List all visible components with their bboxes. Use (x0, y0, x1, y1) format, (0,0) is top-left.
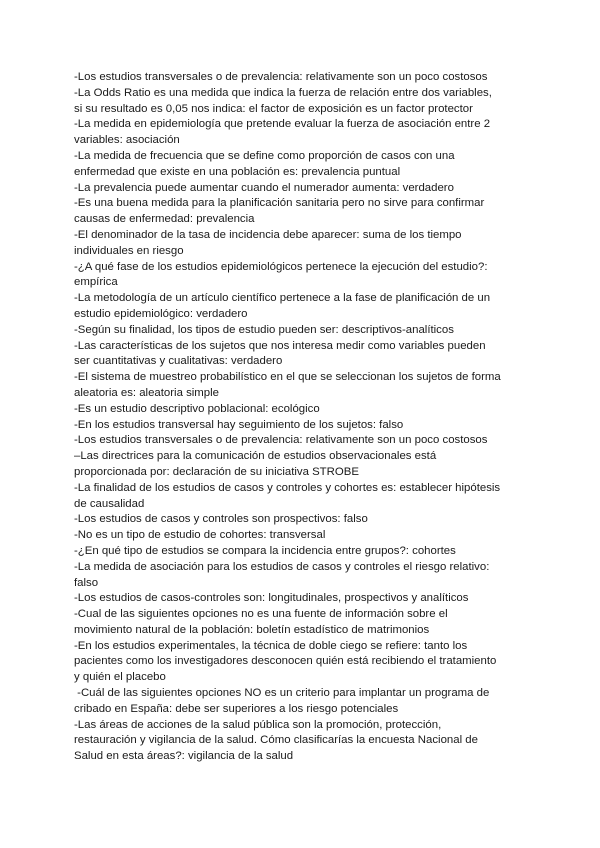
text-line: movimiento natural de la población: boletín estadístico de matrimonios (74, 623, 430, 636)
text-line: -La prevalencia puede aumentar cuando el numerador aumenta: verdadero (74, 181, 454, 194)
text-line: -Las áreas de acciones de la salud pública son la promoción, protección, (74, 718, 442, 731)
text-line: falso (74, 576, 99, 589)
text-line: -Es una buena medida para la planificación sanitaria pero no sirve para confirmar (74, 197, 485, 210)
text-line: -Según su finalidad, los tipos de estudio pueden ser: descriptivos-analíticos (74, 323, 454, 336)
text-line: -Las características de los sujetos que nos interesa medir como variables pueden (74, 339, 486, 352)
text-line: si su resultado es 0,05 nos indica: el factor de exposición es un factor protector (74, 102, 473, 115)
text-line: Salud en esta áreas?: vigilancia de la salud (74, 750, 294, 763)
document-body (74, 70, 534, 765)
text-line: estudio epidemiológico: verdadero (74, 307, 248, 320)
text-line: restauración y vigilancia de la salud. Cómo clasificarías la encuesta Nacional de (74, 734, 478, 747)
text-line: -Cuál de las siguientes opciones NO es un criterio para implantar un programa de (74, 687, 490, 700)
text-line: -El sistema de muestreo probabilístico en el que se seleccionan los sujetos de forma (74, 371, 501, 384)
text-line: -Los estudios de casos y controles son prospectivos: falso (74, 513, 368, 526)
text-line: causas de enfermedad: prevalencia (74, 213, 255, 226)
text-line: -El denominador de la tasa de incidencia debe aparecer: suma de los tiempo (74, 228, 462, 241)
text-line: -Los estudios de casos-controles son: longitudinales, prospectivos y analíticos (74, 592, 469, 605)
text-line: y quién el placebo (74, 671, 166, 684)
text-line: -Los estudios transversales o de prevalencia: relativamente son un poco costosos (74, 71, 488, 83)
text-line: -La finalidad de los estudios de casos y controles y cohortes es: establecer hipótesis (74, 481, 501, 494)
text-line: -La medida en epidemiología que pretende evaluar la fuerza de asociación entre 2 (74, 118, 491, 131)
text-line: empírica (74, 276, 118, 289)
text-line: -La medida de frecuencia que se define como proporción de casos con una (74, 149, 455, 162)
text-line: ser cuantitativas y cualitativas: verdadero (74, 355, 283, 368)
text-line: -En los estudios transversal hay seguimiento de los sujetos: falso (74, 418, 404, 431)
text-line: proporcionada por: declaración de su iniciativa STROBE (74, 465, 359, 478)
text-line: enfermedad que existe en una población es: prevalencia puntual (74, 165, 401, 178)
text-line: de causalidad (74, 497, 145, 510)
text-line: -La medida de asociación para los estudios de casos y controles el riesgo relativo: (74, 560, 490, 573)
text-line: pacientes como los investigadores desconocen quién está recibiendo el tratamiento (74, 655, 497, 668)
text-line: –Las directrices para la comunicación de estudios observacionales está (74, 450, 437, 463)
text-line: aleatoria es: aleatoria simple (74, 386, 219, 399)
text-line: variables: asociación (74, 134, 180, 147)
text-line: -¿En qué tipo de estudios se compara la incidencia entre grupos?: cohortes (74, 544, 456, 557)
text-line: cribado en España: debe ser superiores a los riesgo potenciales (74, 702, 399, 715)
text-line: -Cual de las siguientes opciones no es una fuente de información sobre el (74, 608, 448, 621)
text-line: -No es un tipo de estudio de cohortes: transversal (74, 529, 326, 542)
text-line: -¿A qué fase de los estudios epidemiológicos pertenece la ejecución del estudio?: (74, 260, 488, 273)
text-line: -La Odds Ratio es una medida que indica la fuerza de relación entre dos variables, (74, 86, 492, 99)
text-line: individuales en riesgo (74, 244, 184, 257)
text-line: -Los estudios transversales o de prevalencia: relativamente son un poco costosos (74, 434, 488, 447)
text-line: -Es un estudio descriptivo poblacional: ecológico (74, 402, 320, 415)
text-line: -La metodología de un artículo científico pertenece a la fase de planificación de un (74, 292, 491, 305)
text-line: -En los estudios experimentales, la técnica de doble ciego se refiere: tanto los (74, 639, 468, 652)
